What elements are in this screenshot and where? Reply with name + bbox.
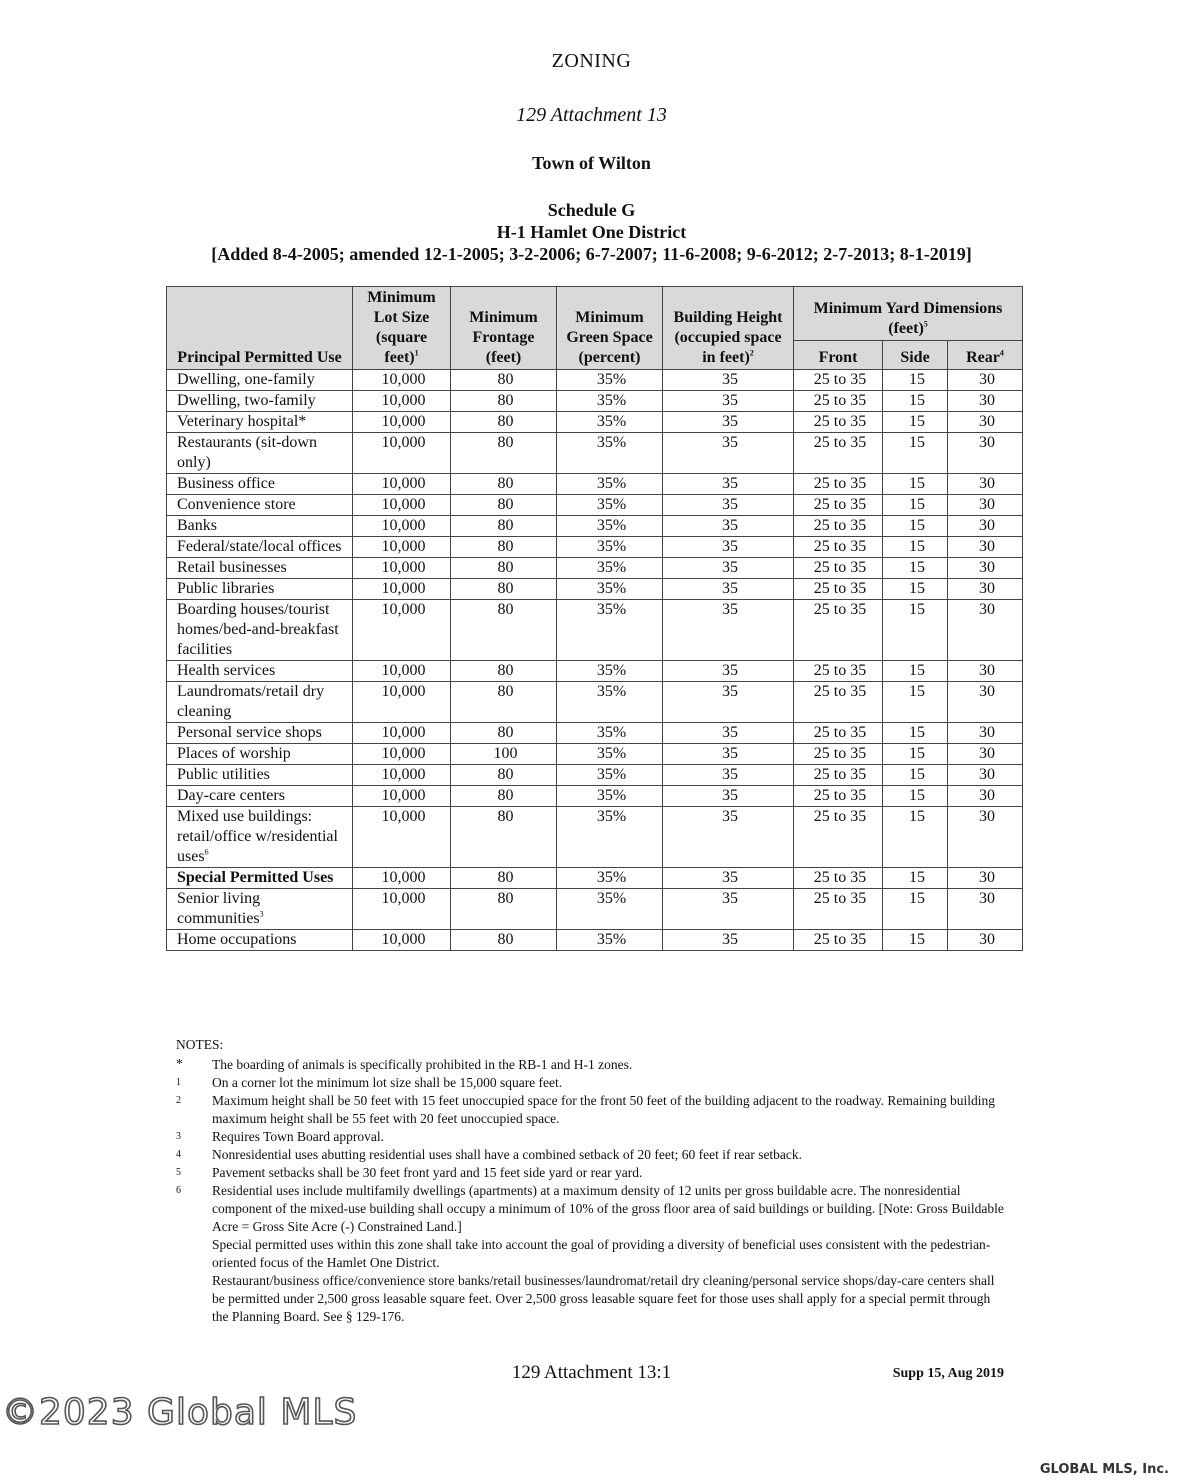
lot-size-cell: 10,000 (353, 370, 451, 391)
lot-size-cell: 10,000 (353, 889, 451, 930)
green-space-cell: 35% (557, 868, 663, 889)
table-row (167, 600, 1023, 661)
side-yard-cell: 15 (883, 661, 948, 682)
zoning-schedule-table (166, 286, 1023, 951)
lot-size-cell: 10,000 (353, 495, 451, 516)
side-yard-cell: 15 (883, 495, 948, 516)
height-cell: 35 (663, 558, 794, 579)
use-cell: Public libraries (167, 579, 353, 600)
frontage-cell: 100 (451, 744, 557, 765)
supplement-label: Supp 15, Aug 2019 (892, 1366, 1004, 1381)
frontage-cell: 80 (451, 807, 557, 868)
table-row (167, 661, 1023, 682)
rear-yard-cell: 30 (948, 930, 1023, 951)
green-space-cell: 35% (557, 516, 663, 537)
green-space-cell: 35% (557, 930, 663, 951)
side-yard-cell: 15 (883, 537, 948, 558)
front-yard-cell: 25 to 35 (794, 723, 883, 744)
use-cell: Day-care centers (167, 786, 353, 807)
frontage-cell: 80 (451, 723, 557, 744)
use-cell: Convenience store (167, 495, 353, 516)
green-space-cell: 35% (557, 474, 663, 495)
note-marker: 2 (176, 1095, 181, 1106)
note-item (176, 1182, 1006, 1236)
lot-size-cell: 10,000 (353, 930, 451, 951)
green-space-cell: 35% (557, 412, 663, 433)
note-text: Maximum height shall be 50 feet with 15 feet unoccupied space for the front 50 feet of the building adjacent to the roadway. Remaining building maximum height shall be 55 feet with 20 feet unoccupied space. (212, 1093, 996, 1126)
front-yard-cell: 25 to 35 (794, 682, 883, 723)
front-yard-cell: 25 to 35 (794, 600, 883, 661)
green-space-cell: 35% (557, 723, 663, 744)
frontage-cell: 80 (451, 579, 557, 600)
rear-yard-cell: 30 (948, 682, 1023, 723)
note-marker: 5 (176, 1167, 181, 1178)
side-yard-cell: 15 (883, 579, 948, 600)
use-cell: Health services (167, 661, 353, 682)
note-item (176, 1128, 1006, 1146)
note-marker: 6 (176, 1185, 181, 1196)
note-item (176, 1074, 1006, 1092)
frontage-cell: 80 (451, 412, 557, 433)
table-row (167, 744, 1023, 765)
green-space-cell: 35% (557, 579, 663, 600)
col-header-front: Front (794, 341, 883, 370)
green-space-cell: 35% (557, 433, 663, 474)
col-header-building-height: Building Height (occupied space in feet)$^2$ (663, 287, 794, 370)
frontage-cell: 80 (451, 474, 557, 495)
lot-size-cell: 10,000 (353, 868, 451, 889)
rear-yard-cell: 30 (948, 765, 1023, 786)
lot-size-cell: 10,000 (353, 744, 451, 765)
height-cell: 35 (663, 723, 794, 744)
front-yard-cell: 25 to 35 (794, 370, 883, 391)
front-yard-cell: 25 to 35 (794, 516, 883, 537)
frontage-cell: 80 (451, 765, 557, 786)
col-header-lot-size: Minimum Lot Size (square feet)$^1$ (353, 287, 451, 370)
rear-yard-cell: 30 (948, 516, 1023, 537)
green-space-cell: 35% (557, 558, 663, 579)
side-yard-cell: 15 (883, 433, 948, 474)
height-cell: 35 (663, 370, 794, 391)
height-cell: 35 (663, 786, 794, 807)
lot-size-cell: 10,000 (353, 558, 451, 579)
rear-yard-cell: 30 (948, 723, 1023, 744)
height-cell: 35 (663, 765, 794, 786)
use-cell: Senior living communities$^3$ (167, 889, 353, 930)
side-yard-cell: 15 (883, 930, 948, 951)
lot-size-cell: 10,000 (353, 391, 451, 412)
front-yard-cell: 25 to 35 (794, 474, 883, 495)
green-space-cell: 35% (557, 682, 663, 723)
frontage-cell: 80 (451, 889, 557, 930)
table-row (167, 391, 1023, 412)
lot-size-cell: 10,000 (353, 600, 451, 661)
schedule-title: Schedule G (547, 200, 636, 220)
height-cell: 35 (663, 930, 794, 951)
lot-size-cell: 10,000 (353, 786, 451, 807)
schedule-heading (0, 199, 1183, 265)
lot-size-cell: 10,000 (353, 723, 451, 744)
height-cell: 35 (663, 537, 794, 558)
table-row (167, 370, 1023, 391)
table-row (167, 579, 1023, 600)
front-yard-cell: 25 to 35 (794, 765, 883, 786)
col-header-rear: Rear$^4$ (948, 341, 1023, 370)
height-cell: 35 (663, 433, 794, 474)
front-yard-cell: 25 to 35 (794, 930, 883, 951)
frontage-cell: 80 (451, 661, 557, 682)
table-row (167, 558, 1023, 579)
height-cell: 35 (663, 412, 794, 433)
frontage-cell: 80 (451, 930, 557, 951)
front-yard-cell: 25 to 35 (794, 868, 883, 889)
use-cell: Boarding houses/tourist homes/bed-and-breakfast facilities (167, 600, 353, 661)
frontage-cell: 80 (451, 682, 557, 723)
height-cell: 35 (663, 661, 794, 682)
brand-label: GLOBAL MLS, Inc. (1039, 1462, 1169, 1477)
note-marker: 1 (176, 1077, 181, 1088)
col-header-green-space: Minimum Green Space (percent) (557, 287, 663, 370)
frontage-cell: 80 (451, 433, 557, 474)
note-item (176, 1146, 1006, 1164)
front-yard-cell: 25 to 35 (794, 889, 883, 930)
green-space-cell: 35% (557, 600, 663, 661)
note-text: The boarding of animals is specifically prohibited in the RB-1 and H-1 zones. (212, 1057, 633, 1072)
use-cell: Restaurants (sit-down only) (167, 433, 353, 474)
use-cell: Home occupations (167, 930, 353, 951)
side-yard-cell: 15 (883, 600, 948, 661)
front-yard-cell: 25 to 35 (794, 558, 883, 579)
rear-yard-cell: 30 (948, 412, 1023, 433)
frontage-cell: 80 (451, 370, 557, 391)
col-header-frontage: Minimum Frontage (feet) (451, 287, 557, 370)
table-row (167, 495, 1023, 516)
rear-yard-cell: 30 (948, 868, 1023, 889)
note-marker: 3 (176, 1131, 181, 1142)
height-cell: 35 (663, 516, 794, 537)
front-yard-cell: 25 to 35 (794, 744, 883, 765)
lot-size-cell: 10,000 (353, 807, 451, 868)
front-yard-cell: 25 to 35 (794, 433, 883, 474)
note-text: Requires Town Board approval. (212, 1129, 385, 1144)
front-yard-cell: 25 to 35 (794, 579, 883, 600)
note-item (176, 1056, 1006, 1074)
frontage-cell: 80 (451, 495, 557, 516)
note-text: Special permitted uses within this zone shall take into account the goal of providing a diversity of beneficial uses consistent with the pedestrian-oriented focus of the Hamlet One District. (212, 1237, 991, 1270)
rear-yard-cell: 30 (948, 495, 1023, 516)
rear-yard-cell: 30 (948, 889, 1023, 930)
note-marker: * (176, 1057, 183, 1072)
rear-yard-cell: 30 (948, 391, 1023, 412)
height-cell: 35 (663, 807, 794, 868)
town-name: Town of Wilton (532, 153, 651, 173)
green-space-cell: 35% (557, 807, 663, 868)
use-cell: Special Permitted Uses (167, 868, 353, 889)
table-row (167, 412, 1023, 433)
col-header-side: Side (883, 341, 948, 370)
frontage-cell: 80 (451, 391, 557, 412)
lot-size-cell: 10,000 (353, 537, 451, 558)
side-yard-cell: 15 (883, 807, 948, 868)
table-row (167, 433, 1023, 474)
height-cell: 35 (663, 495, 794, 516)
rear-yard-cell: 30 (948, 370, 1023, 391)
use-cell: Veterinary hospital* (167, 412, 353, 433)
height-cell: 35 (663, 889, 794, 930)
side-yard-cell: 15 (883, 723, 948, 744)
rear-yard-cell: 30 (948, 600, 1023, 661)
height-cell: 35 (663, 600, 794, 661)
lot-size-cell: 10,000 (353, 516, 451, 537)
col-header-use: Principal Permitted Use (167, 287, 353, 370)
rear-yard-cell: 30 (948, 558, 1023, 579)
lot-size-cell: 10,000 (353, 579, 451, 600)
district-title: H-1 Hamlet One District (496, 222, 687, 242)
copyright-watermark: ©2023 Global MLS (2, 1392, 358, 1433)
use-cell: Retail businesses (167, 558, 353, 579)
note-paragraph (176, 1236, 1006, 1272)
lot-size-cell: 10,000 (353, 433, 451, 474)
table-header-row (167, 287, 1023, 341)
front-yard-cell: 25 to 35 (794, 412, 883, 433)
use-cell: Public utilities (167, 765, 353, 786)
front-yard-cell: 25 to 35 (794, 807, 883, 868)
use-cell: Laundromats/retail dry cleaning (167, 682, 353, 723)
use-cell: Personal service shops (167, 723, 353, 744)
front-yard-cell: 25 to 35 (794, 495, 883, 516)
rear-yard-cell: 30 (948, 786, 1023, 807)
note-text: On a corner lot the minimum lot size shall be 15,000 square feet. (212, 1075, 563, 1090)
side-yard-cell: 15 (883, 889, 948, 930)
rear-yard-cell: 30 (948, 474, 1023, 495)
lot-size-cell: 10,000 (353, 682, 451, 723)
lot-size-cell: 10,000 (353, 661, 451, 682)
side-yard-cell: 15 (883, 868, 948, 889)
frontage-cell: 80 (451, 537, 557, 558)
side-yard-cell: 15 (883, 786, 948, 807)
table-row (167, 889, 1023, 930)
frontage-cell: 80 (451, 558, 557, 579)
green-space-cell: 35% (557, 765, 663, 786)
height-cell: 35 (663, 682, 794, 723)
frontage-cell: 80 (451, 868, 557, 889)
table-row (167, 474, 1023, 495)
note-item (176, 1092, 1006, 1128)
lot-size-cell: 10,000 (353, 474, 451, 495)
height-cell: 35 (663, 744, 794, 765)
col-header-yard-dimensions: Minimum Yard Dimensions (feet)$^5$ (794, 287, 1023, 341)
green-space-cell: 35% (557, 391, 663, 412)
green-space-cell: 35% (557, 744, 663, 765)
green-space-cell: 35% (557, 661, 663, 682)
rear-yard-cell: 30 (948, 661, 1023, 682)
rear-yard-cell: 30 (948, 579, 1023, 600)
note-text: Restaurant/business office/convenience store banks/retail businesses/laundromat/retail dry cleaning/personal service shops/day-care centers shall be permitted under 2,500 gross leasable square feet. Over 2,500 gross leasable square feet for those uses shall apply for a special permit through the Planning Board. See § 129-176. (212, 1273, 995, 1324)
use-cell: Places of worship (167, 744, 353, 765)
frontage-cell: 80 (451, 786, 557, 807)
side-yard-cell: 15 (883, 765, 948, 786)
table-row (167, 537, 1023, 558)
height-cell: 35 (663, 391, 794, 412)
rear-yard-cell: 30 (948, 537, 1023, 558)
note-paragraph (176, 1272, 1006, 1326)
green-space-cell: 35% (557, 370, 663, 391)
note-marker: 4 (176, 1149, 181, 1160)
rear-yard-cell: 30 (948, 744, 1023, 765)
green-space-cell: 35% (557, 786, 663, 807)
green-space-cell: 35% (557, 495, 663, 516)
use-cell: Mixed use buildings: retail/office w/residential uses$^6$ (167, 807, 353, 868)
amendment-history: [Added 8-4-2005; amended 12-1-2005; 3-2-2006; 6-7-2007; 11-6-2008; 9-6-2012; 2-7-2013; 8-1-2019] (211, 244, 972, 264)
attachment-label: 129 Attachment 13 (516, 104, 667, 126)
side-yard-cell: 15 (883, 412, 948, 433)
table-row (167, 807, 1023, 868)
table-row (167, 930, 1023, 951)
front-yard-cell: 25 to 35 (794, 786, 883, 807)
frontage-cell: 80 (451, 516, 557, 537)
notes-section (176, 1036, 1006, 1326)
use-cell: Federal/state/local offices (167, 537, 353, 558)
side-yard-cell: 15 (883, 391, 948, 412)
frontage-cell: 80 (451, 600, 557, 661)
rear-yard-cell: 30 (948, 807, 1023, 868)
use-cell: Dwelling, one-family (167, 370, 353, 391)
page-title: ZONING (551, 50, 632, 72)
rear-yard-cell: 30 (948, 433, 1023, 474)
use-cell: Business office (167, 474, 353, 495)
use-cell: Dwelling, two-family (167, 391, 353, 412)
height-cell: 35 (663, 474, 794, 495)
note-text: Nonresidential uses abutting residential uses shall have a combined setback of 20 feet; 60 feet if rear setback. (212, 1147, 803, 1162)
green-space-cell: 35% (557, 889, 663, 930)
lot-size-cell: 10,000 (353, 412, 451, 433)
green-space-cell: 35% (557, 537, 663, 558)
note-text: Pavement setbacks shall be 30 feet front yard and 15 feet side yard or rear yard. (212, 1165, 643, 1180)
note-text: Residential uses include multifamily dwellings (apartments) at a maximum density of 12 units per gross buildable acre. The nonresidential component of the mixed-use building shall occupy a minimum of 10% of the gross floor area of said buildings or building. [Note: Gross Buildable Acre = Gross Site Acre (-) Constrained Land.] (212, 1183, 1004, 1234)
side-yard-cell: 15 (883, 744, 948, 765)
front-yard-cell: 25 to 35 (794, 537, 883, 558)
table-row (167, 765, 1023, 786)
height-cell: 35 (663, 579, 794, 600)
table-row (167, 682, 1023, 723)
table-row (167, 868, 1023, 889)
table-row (167, 516, 1023, 537)
side-yard-cell: 15 (883, 682, 948, 723)
side-yard-cell: 15 (883, 474, 948, 495)
front-yard-cell: 25 to 35 (794, 391, 883, 412)
table-row (167, 723, 1023, 744)
lot-size-cell: 10,000 (353, 765, 451, 786)
notes-title: NOTES: (176, 1037, 224, 1052)
side-yard-cell: 15 (883, 558, 948, 579)
page-number: 129 Attachment 13:1 (511, 1362, 672, 1383)
note-item (176, 1164, 1006, 1182)
table-row (167, 786, 1023, 807)
height-cell: 35 (663, 868, 794, 889)
use-cell: Banks (167, 516, 353, 537)
front-yard-cell: 25 to 35 (794, 661, 883, 682)
side-yard-cell: 15 (883, 370, 948, 391)
side-yard-cell: 15 (883, 516, 948, 537)
